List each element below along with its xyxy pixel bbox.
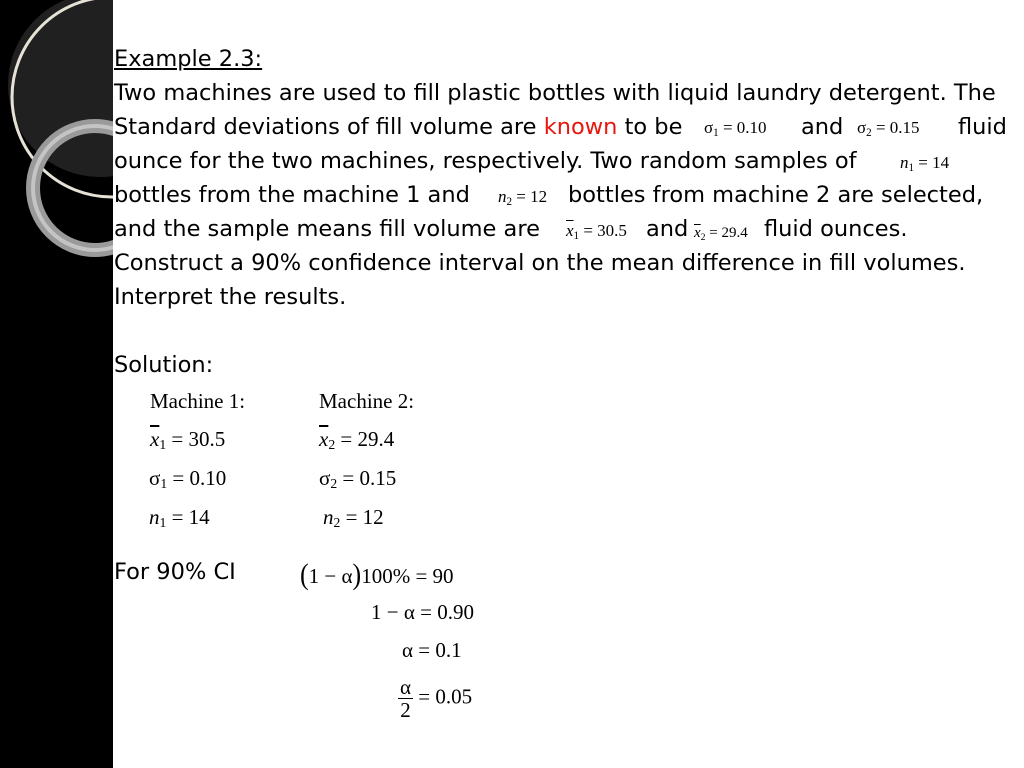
ci-equation-4 [398,676,472,721]
n1-inline-value: 14 [932,153,950,172]
sigma1-inline: $\sigma_1 = 0.10$ [704,118,767,139]
ci-equation-1: (1 − α)100% = 90 [300,557,454,592]
sigma1-inline-value: 0.10 [736,118,767,137]
xbar1-inline: $\overline{x}_1 = 30.5$ [566,221,627,242]
n1-inline: $n_1 = 14$ [900,153,950,174]
xbar1-inline-value: 30.5 [597,221,627,240]
ci-label: For 90% CI [114,559,236,585]
problem-line-6: Construct a 90% confidence interval on the mean difference in fill volumes. [114,250,966,276]
machine1-xbar-value: 30.5 [188,427,226,451]
example-heading: Example 2.3: [114,46,263,72]
machine2-sigma-value: 0.15 [359,466,397,490]
fraction-denominator: 2 [400,698,411,722]
problem-line-4: bottles from the machine 1 and [114,182,470,208]
problem-text: Standard deviations of fill volume are [114,114,537,140]
decorative-sidebar [0,0,113,768]
ci-eq4-rhs: = 0.05 [418,684,473,709]
machine1-header: Machine 1: [150,389,246,413]
machine1-xbar: $\overline{x}_1 = 30.5$ [150,427,226,452]
n2-inline: $n_2 = 12$ [498,187,548,208]
problem-text: and [801,114,844,140]
solution-label: Solution: [114,352,214,378]
machine1-n-value: 14 [188,505,210,529]
problem-line-2 [114,110,682,144]
sigma2-inline: $\sigma_2 = 0.15$ [857,118,920,139]
problem-text: fluid [958,114,1007,140]
machine1-n: $n_1 = 14$ [149,505,210,530]
machine1-sigma: $\sigma_1 = 0.10$ [149,466,227,491]
sigma2-inline-value: 0.15 [889,118,920,137]
n2-inline-value: 12 [530,187,548,206]
problem-text: and [646,216,689,242]
problem-line-5: and the sample means fill volume are [114,216,540,242]
problem-text: bottles from machine 2 are selected, [568,182,984,208]
xbar2-inline-value: 29.4 [721,225,748,241]
ring-decoration [0,0,113,768]
alpha-over-2-fraction [398,676,413,721]
machine2-xbar: $\overline{x}_2 = 29.4$ [319,427,395,452]
machine2-header: Machine 2: [319,389,415,413]
machine1-sigma-value: 0.10 [189,466,227,490]
problem-line-3: ounce for the two machines, respectively. Two random samples of [114,148,857,174]
ci-equation-3: α = 0.1 [402,638,462,662]
machine2-n-value: 12 [362,505,384,529]
xbar2-inline: $\overline{x}_2 = 29.4$ [694,225,748,243]
problem-text: fluid ounces. [764,216,908,242]
machine2-xbar-value: 29.4 [357,427,395,451]
fraction-numerator: α [400,675,412,699]
problem-text: to be [624,114,683,140]
problem-line-7: Interpret the results. [114,284,347,310]
machine2-n: $n_2 = 12$ [323,505,384,530]
machine2-sigma: $\sigma_2 = 0.15$ [319,466,397,491]
ci-eq1-rhs: 100% = 90 [361,564,454,588]
problem-line-1: Two machines are used to fill plastic bottles with liquid laundry detergent. The [114,80,996,106]
known-highlight: known [543,114,618,140]
ci-equation-2: 1 − α = 0.90 [371,600,474,624]
